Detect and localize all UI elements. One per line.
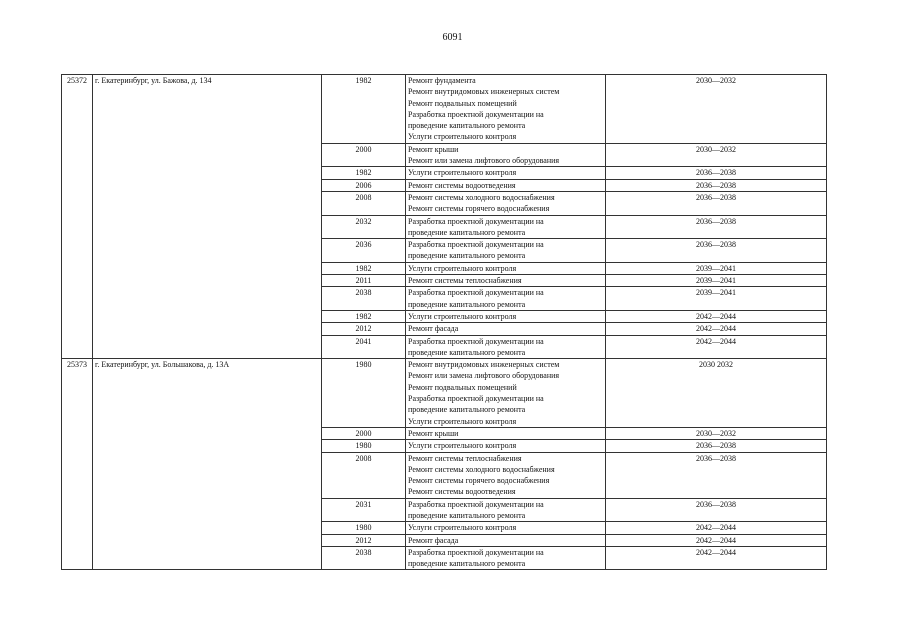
repair-work-item: Ремонт внутридомовых инженерных систем xyxy=(408,360,560,370)
repair-work-item: Ремонт системы горячего водоснабжения xyxy=(408,204,550,214)
repair-work-item: Услуги строительного контроля xyxy=(408,132,517,142)
repair-year: 2011 xyxy=(322,275,406,287)
repair-period: 2036—2038 xyxy=(606,179,827,191)
repair-work-item: Ремонт подвальных помещений xyxy=(408,98,517,108)
capital-repair-table xyxy=(61,74,827,570)
repair-period: 2042—2044 xyxy=(606,323,827,335)
repair-works xyxy=(406,262,606,274)
repair-year: 2038 xyxy=(322,287,406,311)
repair-year: 2012 xyxy=(322,323,406,335)
repair-period: 2042—2044 xyxy=(606,534,827,546)
repair-period: 2039—2041 xyxy=(606,262,827,274)
repair-work-item: Ремонт фасада xyxy=(408,535,459,545)
repair-period: 2036—2038 xyxy=(606,167,827,179)
repair-works xyxy=(406,498,606,522)
table-row xyxy=(62,359,827,428)
repair-work-item: Разработка проектной документации на xyxy=(408,288,544,298)
repair-year: 2041 xyxy=(322,335,406,359)
repair-period: 2030—2032 xyxy=(606,143,827,167)
repair-year: 2036 xyxy=(322,239,406,263)
repair-work-item: Разработка проектной документации на xyxy=(408,499,544,509)
repair-period: 2030—2032 xyxy=(606,427,827,439)
repair-year: 1982 xyxy=(322,310,406,322)
repair-period: 2036—2038 xyxy=(606,452,827,498)
repair-work-item: Ремонт системы холодного водоснабжения xyxy=(408,464,555,474)
repair-work-item: Ремонт системы водоотведения xyxy=(408,487,516,497)
repair-works xyxy=(406,143,606,167)
repair-work-item: Разработка проектной документации на xyxy=(408,109,544,119)
repair-work-item: проведение капитального ремонта xyxy=(408,510,526,520)
repair-year: 1982 xyxy=(322,262,406,274)
repair-works xyxy=(406,310,606,322)
repair-works xyxy=(406,534,606,546)
repair-work-item: Ремонт внутридомовых инженерных систем xyxy=(408,87,560,97)
repair-works xyxy=(406,287,606,311)
object-address: г. Екатеринбург, ул. Большакова, д. 13А xyxy=(93,359,322,570)
repair-works xyxy=(406,167,606,179)
repair-work-item: проведение капитального ремонта xyxy=(408,405,526,415)
object-id: 25372 xyxy=(62,75,93,359)
repair-year: 2000 xyxy=(322,143,406,167)
repair-works xyxy=(406,239,606,263)
repair-works xyxy=(406,179,606,191)
repair-work-item: Ремонт или замена лифтового оборудования xyxy=(408,156,560,166)
repair-period: 2039—2041 xyxy=(606,275,827,287)
repair-work-item: Ремонт или замена лифтового оборудования xyxy=(408,371,560,381)
repair-works xyxy=(406,452,606,498)
repair-works xyxy=(406,215,606,239)
repair-work-item: Разработка проектной документации на xyxy=(408,394,544,404)
page-number: 6091 xyxy=(442,32,463,43)
repair-work-item: проведение капитального ремонта xyxy=(408,227,526,237)
repair-work-item: Ремонт системы водоотведения xyxy=(408,180,516,190)
repair-works xyxy=(406,359,606,428)
repair-works xyxy=(406,75,606,144)
repair-work-item: проведение капитального ремонта xyxy=(408,251,526,261)
repair-year: 1980 xyxy=(322,359,406,428)
repair-works xyxy=(406,335,606,359)
repair-work-item: Разработка проектной документации на xyxy=(408,216,544,226)
table-body xyxy=(62,75,827,570)
repair-work-item: проведение капитального ремонта xyxy=(408,347,526,357)
repair-work-item: проведение капитального ремонта xyxy=(408,559,526,569)
table-row xyxy=(62,75,827,144)
repair-work-item: Ремонт системы холодного водоснабжения xyxy=(408,192,555,202)
repair-year: 2038 xyxy=(322,546,406,570)
repair-work-item: проведение капитального ремонта xyxy=(408,121,526,131)
repair-period: 2042—2044 xyxy=(606,310,827,322)
repair-year: 2006 xyxy=(322,179,406,191)
repair-period: 2036—2038 xyxy=(606,498,827,522)
repair-work-item: Ремонт подвальных помещений xyxy=(408,382,517,392)
repair-year: 1980 xyxy=(322,522,406,534)
repair-year: 2032 xyxy=(322,215,406,239)
repair-works xyxy=(406,522,606,534)
repair-period: 2042—2044 xyxy=(606,546,827,570)
repair-year: 2031 xyxy=(322,498,406,522)
repair-works xyxy=(406,440,606,452)
repair-period: 2030—2032 xyxy=(606,75,827,144)
repair-work-item: Услуги строительного контроля xyxy=(408,168,517,178)
repair-period: 2036—2038 xyxy=(606,239,827,263)
repair-year: 2008 xyxy=(322,191,406,215)
repair-work-item: Услуги строительного контроля xyxy=(408,311,517,321)
repair-period: 2036—2038 xyxy=(606,215,827,239)
object-address: г. Екатеринбург, ул. Бажова, д. 134 xyxy=(93,75,322,359)
repair-period: 2042—2044 xyxy=(606,335,827,359)
repair-works xyxy=(406,191,606,215)
repair-work-item: Услуги строительного контроля xyxy=(408,523,517,533)
repair-period: 2036—2038 xyxy=(606,191,827,215)
repair-work-item: проведение капитального ремонта xyxy=(408,299,526,309)
repair-work-item: Разработка проектной документации на xyxy=(408,336,544,346)
repair-work-item: Услуги строительного контроля xyxy=(408,416,517,426)
repair-year: 2012 xyxy=(322,534,406,546)
repair-works xyxy=(406,427,606,439)
repair-works xyxy=(406,323,606,335)
repair-period: 2030 2032 xyxy=(606,359,827,428)
repair-works xyxy=(406,546,606,570)
object-id: 25373 xyxy=(62,359,93,570)
repair-work-item: Ремонт системы теплоснабжения xyxy=(408,453,522,463)
repair-work-item: Разработка проектной документации на xyxy=(408,547,544,557)
repair-work-item: Услуги строительного контроля xyxy=(408,441,517,451)
repair-work-item: Разработка проектной документации на xyxy=(408,240,544,250)
repair-year: 1980 xyxy=(322,440,406,452)
repair-work-item: Ремонт фундамента xyxy=(408,76,476,85)
repair-work-item: Ремонт крыши xyxy=(408,144,459,154)
repair-work-item: Услуги строительного контроля xyxy=(408,263,517,273)
repair-works xyxy=(406,275,606,287)
repair-work-item: Ремонт фасада xyxy=(408,324,459,334)
repair-period: 2039—2041 xyxy=(606,287,827,311)
repair-year: 2008 xyxy=(322,452,406,498)
repair-period: 2042—2044 xyxy=(606,522,827,534)
repair-work-item: Ремонт крыши xyxy=(408,428,459,438)
repair-work-item: Ремонт системы теплоснабжения xyxy=(408,276,522,286)
repair-year: 1982 xyxy=(322,167,406,179)
repair-period: 2036—2038 xyxy=(606,440,827,452)
repair-work-item: Ремонт системы горячего водоснабжения xyxy=(408,476,550,486)
repair-year: 1982 xyxy=(322,75,406,144)
repair-year: 2000 xyxy=(322,427,406,439)
